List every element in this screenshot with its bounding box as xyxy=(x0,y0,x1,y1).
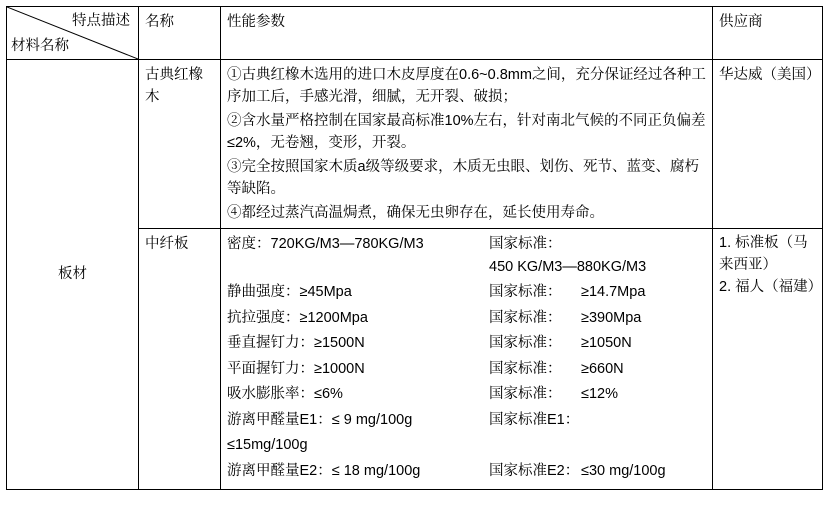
spec-value: ≥1200Mpa xyxy=(299,309,368,326)
spec-standard-label: 国家标准E2： xyxy=(489,462,580,479)
spec-value: ≥1000N xyxy=(314,360,365,377)
header-feature-label: 特点描述 xyxy=(72,13,130,29)
supplier-oak: 华达威（美国） xyxy=(713,60,823,229)
spec-value: 720KG/M3—780KG/M3 xyxy=(270,236,424,253)
spec-label: 平面握钉力： xyxy=(227,360,314,377)
spec-standard-value: ≥1050N xyxy=(581,335,632,352)
param-paragraph: ②含水量严格控制在国家最高标准10%左右，针对南北气候的不同正负偏差≤2%，无卷翘，变形，开裂。 xyxy=(227,112,706,152)
header-name-cell: 名称 xyxy=(139,7,221,60)
param-paragraph: ③完全按照国家木质a级等级要求，木质无虫眼、划伤、死节、蓝变、腐朽等缺陷。 xyxy=(227,158,700,198)
spec-standard-label: 国家标准： xyxy=(489,360,562,377)
spec-line xyxy=(227,358,706,380)
material-params-mdf xyxy=(221,229,713,490)
spec-value: ≥1500N xyxy=(314,335,365,352)
spec-standard-value: ≤30 mg/100g xyxy=(581,462,666,479)
spec-value: ≤ 18 mg/100g xyxy=(331,462,421,479)
spec-standard-value: ≥14.7Mpa xyxy=(581,284,646,301)
header-corner-cell xyxy=(7,7,139,60)
material-name-mdf: 中纤板 xyxy=(139,229,221,490)
spec-line xyxy=(227,332,706,354)
header-supplier-cell: 供应商 xyxy=(713,7,823,60)
header-params-cell: 性能参数 xyxy=(221,7,713,60)
supplier-mdf xyxy=(713,229,823,490)
spec-standard-value: ≥390Mpa xyxy=(581,309,642,326)
spec-line xyxy=(227,383,706,405)
spec-line xyxy=(227,307,706,329)
list-item: 1. 标准板（马来西亚） xyxy=(719,235,808,274)
spec-line xyxy=(227,233,706,278)
spec-standard-label: 国家标准： xyxy=(489,335,562,352)
spec-standard-label: 国家标准： xyxy=(489,284,562,301)
material-spec-table xyxy=(6,6,823,490)
spec-line xyxy=(227,460,706,482)
spec-standard-label: 国家标准E1： xyxy=(489,411,580,428)
spec-value: ≥45Mpa xyxy=(299,284,352,301)
spec-label: 密度： xyxy=(227,236,271,253)
material-name-oak: 古典红橡木 xyxy=(139,60,221,229)
spec-standard-value: ≥660N xyxy=(581,360,624,377)
spec-value: ≤6% xyxy=(314,386,343,403)
spec-standard-label: 国家标准： xyxy=(489,309,562,326)
row-group-label: 板材 xyxy=(7,60,139,490)
material-params-oak xyxy=(221,60,713,229)
spec-label: 静曲强度： xyxy=(227,284,300,301)
table-row xyxy=(7,60,823,229)
spec-standard-value: ≤12% xyxy=(581,386,618,403)
spec-label: 吸水膨胀率： xyxy=(227,386,314,403)
list-item: 2. 福人（福建） xyxy=(719,278,823,295)
spec-label: 游离甲醛量E1： xyxy=(227,411,332,428)
param-paragraph: ④都经过蒸汽高温焗煮，确保无虫卵存在，延长使用寿命。 xyxy=(227,204,604,221)
spec-standard-value: 450 KG/M3—880KG/M3 xyxy=(489,258,647,275)
spec-label: 游离甲醛量E2： xyxy=(227,462,332,479)
spec-line-continuation xyxy=(227,434,706,456)
spec-line xyxy=(227,281,706,303)
table-header-row xyxy=(7,7,823,60)
spec-standard-label: 国家标准： xyxy=(489,386,562,403)
spec-line xyxy=(227,409,706,431)
header-material-label: 材料名称 xyxy=(11,37,69,54)
supplier-list xyxy=(719,233,823,298)
spec-label: 垂直握钉力： xyxy=(227,335,314,352)
spec-value: ≤ 9 mg/100g xyxy=(331,411,413,428)
spec-value-continued: ≤15mg/100g xyxy=(227,437,308,454)
param-paragraph: ①古典红橡木选用的进口木皮厚度在0.6~0.8mm之间，充分保证经过各种工序加工后，手感光滑，细腻，无开裂、破损； xyxy=(227,67,706,106)
spec-standard-label: 国家标准： xyxy=(489,236,562,253)
spec-label: 抗拉强度： xyxy=(227,309,300,326)
